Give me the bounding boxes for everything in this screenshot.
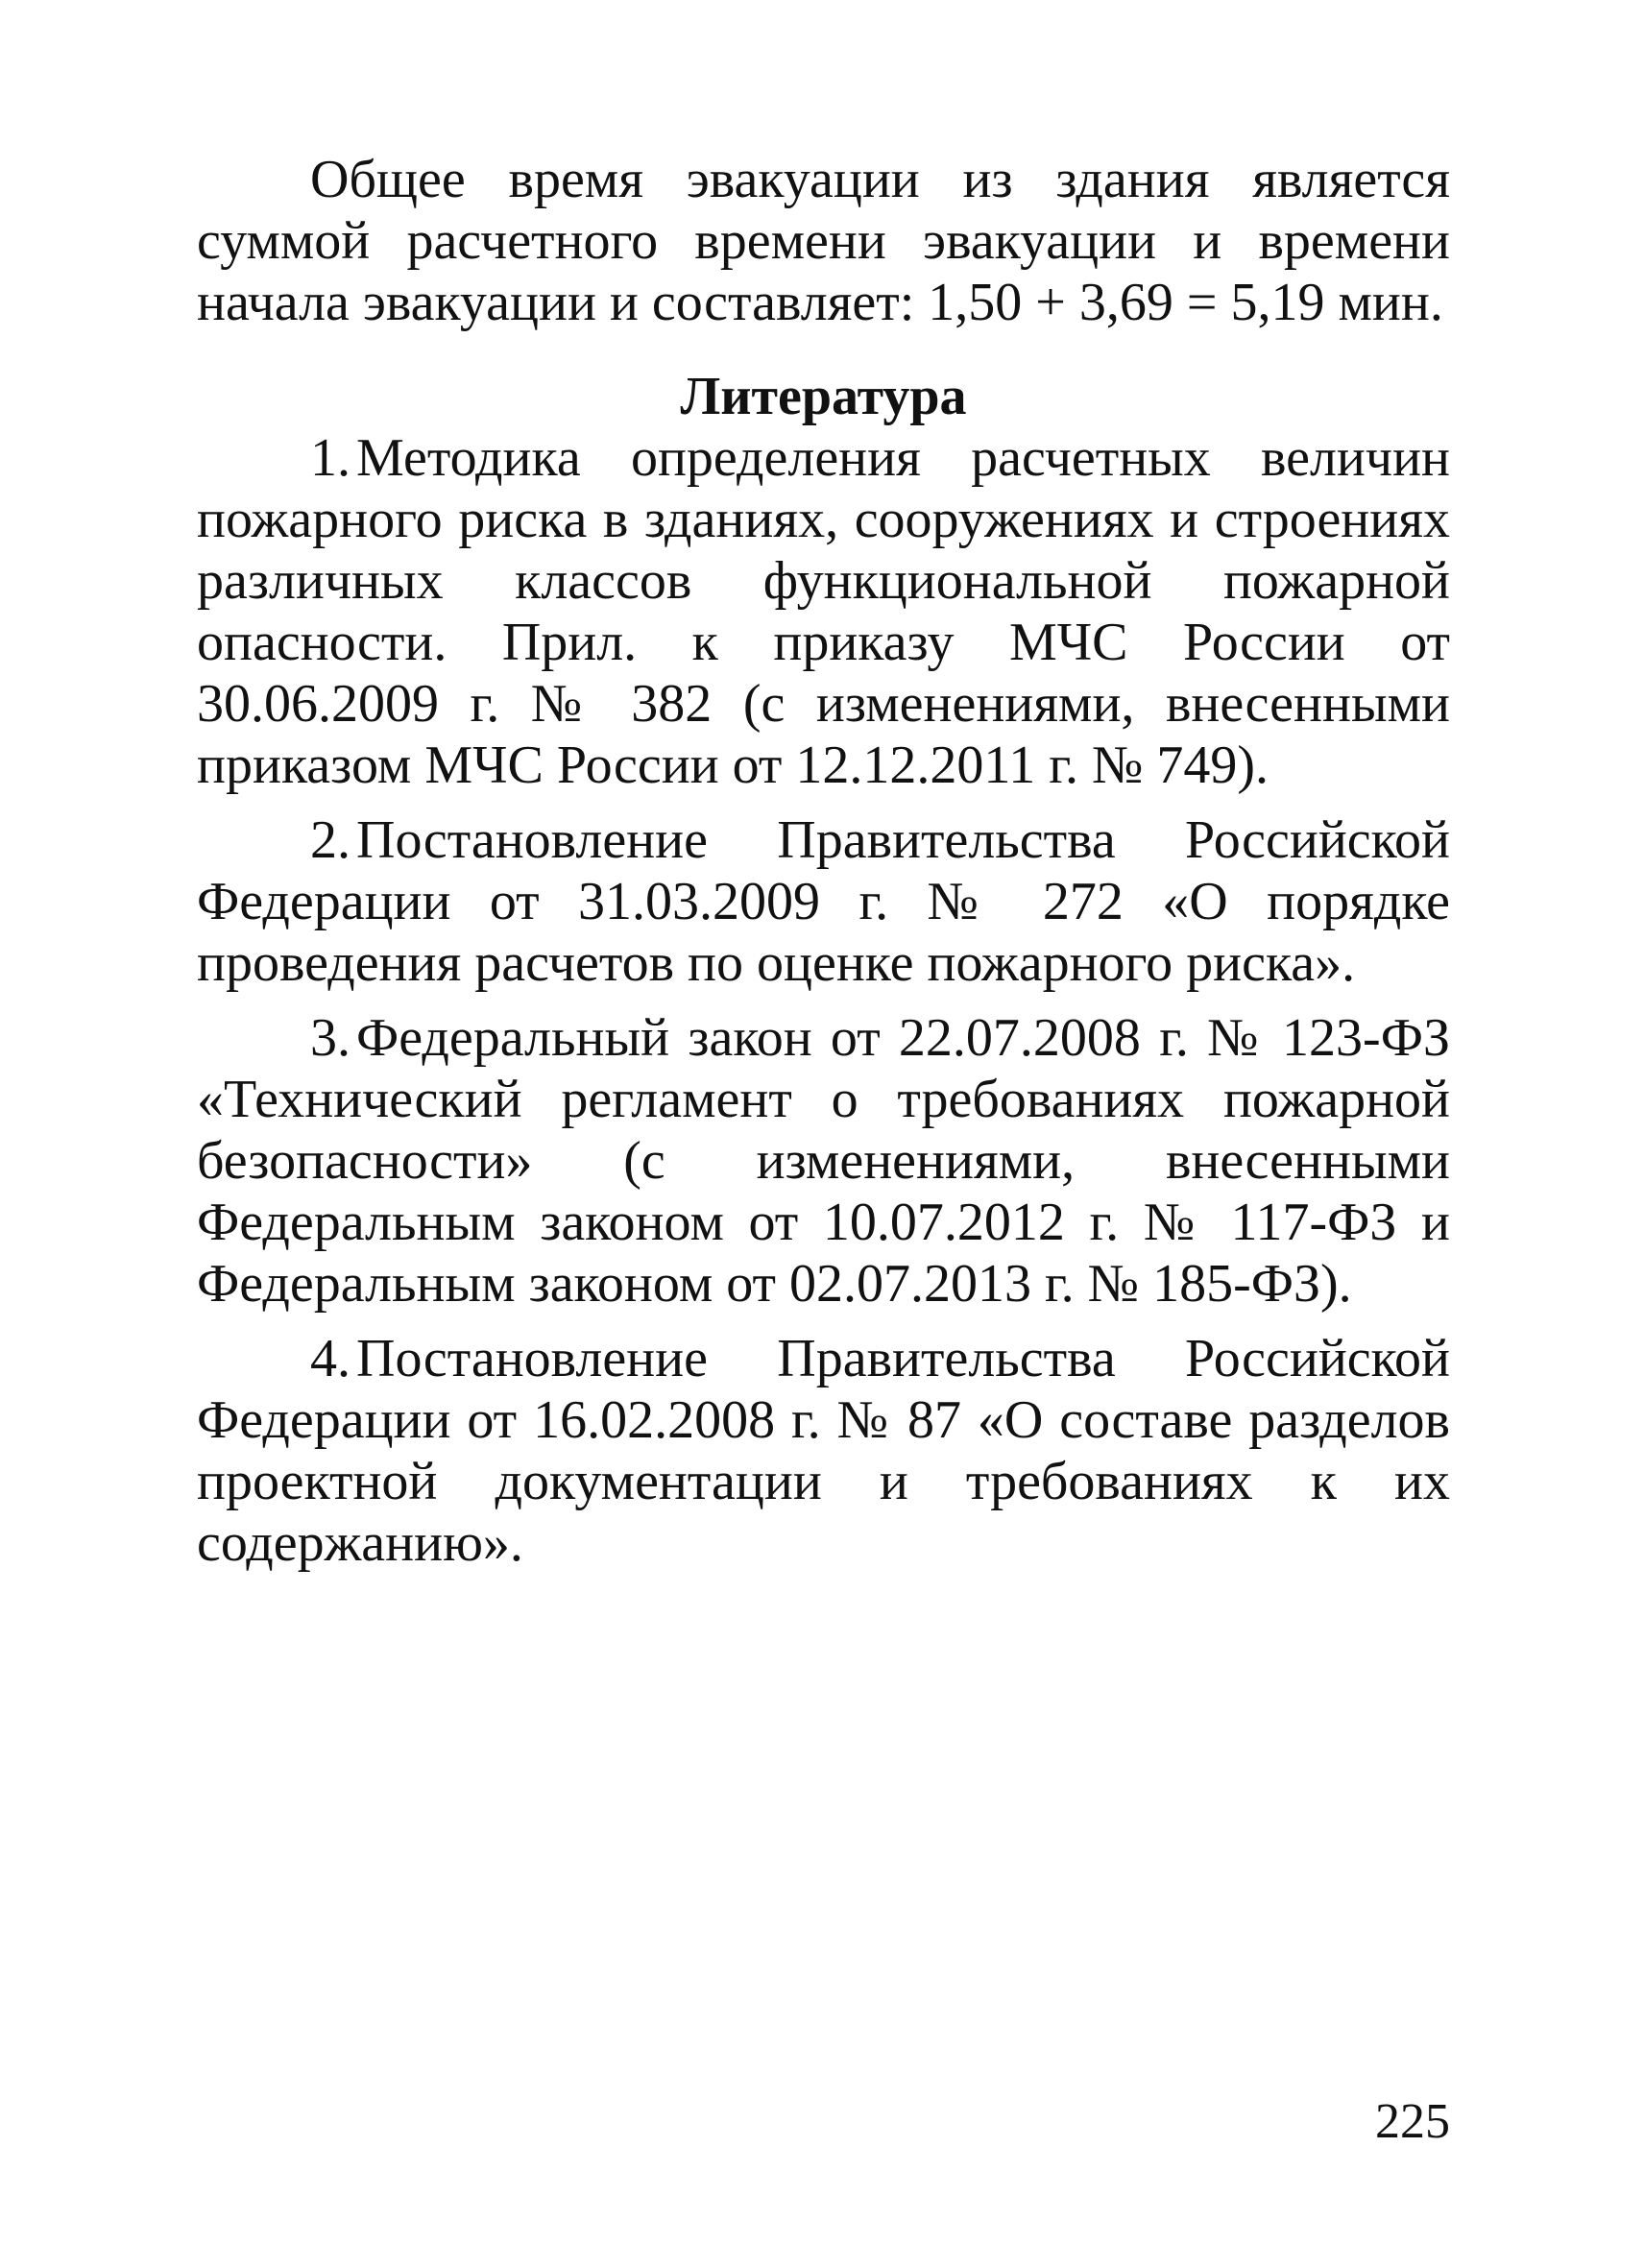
reference-text: Постановление Правительства Российской Федерации от 31.03.2009 г. № 272 «О порядке проведения расчетов по оценке пожарного риска». [197,810,1450,993]
reference-text: Методика определения расчетных величин пожарного риска в зданиях, сооружениях и строениях различных классов функциональной пожарной опасности. Прил. к приказу МЧС России от 30.06.2009 г. № 382 (с изменениями, внесенными приказом МЧС России от 12.12.2011 г. № 749). [197,428,1450,795]
reference-number: 2. [310,810,351,870]
reference-number: 4. [310,1329,351,1388]
reference-text: Федеральный закон от 22.07.2008 г. № 123-ФЗ «Технический регламент о требованиях пожарной безопасности» (с изменениями, внесенными Федеральным законом от 10.07.2012 г. № 117-ФЗ и Федеральным законом от 02.07.2013 г. № 185-ФЗ). [197,1008,1450,1314]
reference-item [197,1007,1450,1315]
reference-text: Постановление Правительства Российской Федерации от 16.02.2008 г. № 87 «О составе разделов проектной документации и требованиях к их содержанию». [197,1329,1450,1573]
page-number: 225 [1375,2094,1450,2149]
reference-item [197,1328,1450,1574]
intro-paragraph: Общее время эвакуации из здания является суммой расчетного времени эвакуации и времени начала эвакуации и составляет: 1,50 + 3,69 = 5,19 мин. [197,150,1450,332]
reference-item [197,427,1450,796]
reference-item [197,809,1450,994]
reference-number: 3. [310,1008,351,1068]
references-heading: Литература [680,367,967,426]
reference-number: 1. [310,428,351,488]
reference-list [197,427,1450,1574]
page-content [197,149,1450,1587]
